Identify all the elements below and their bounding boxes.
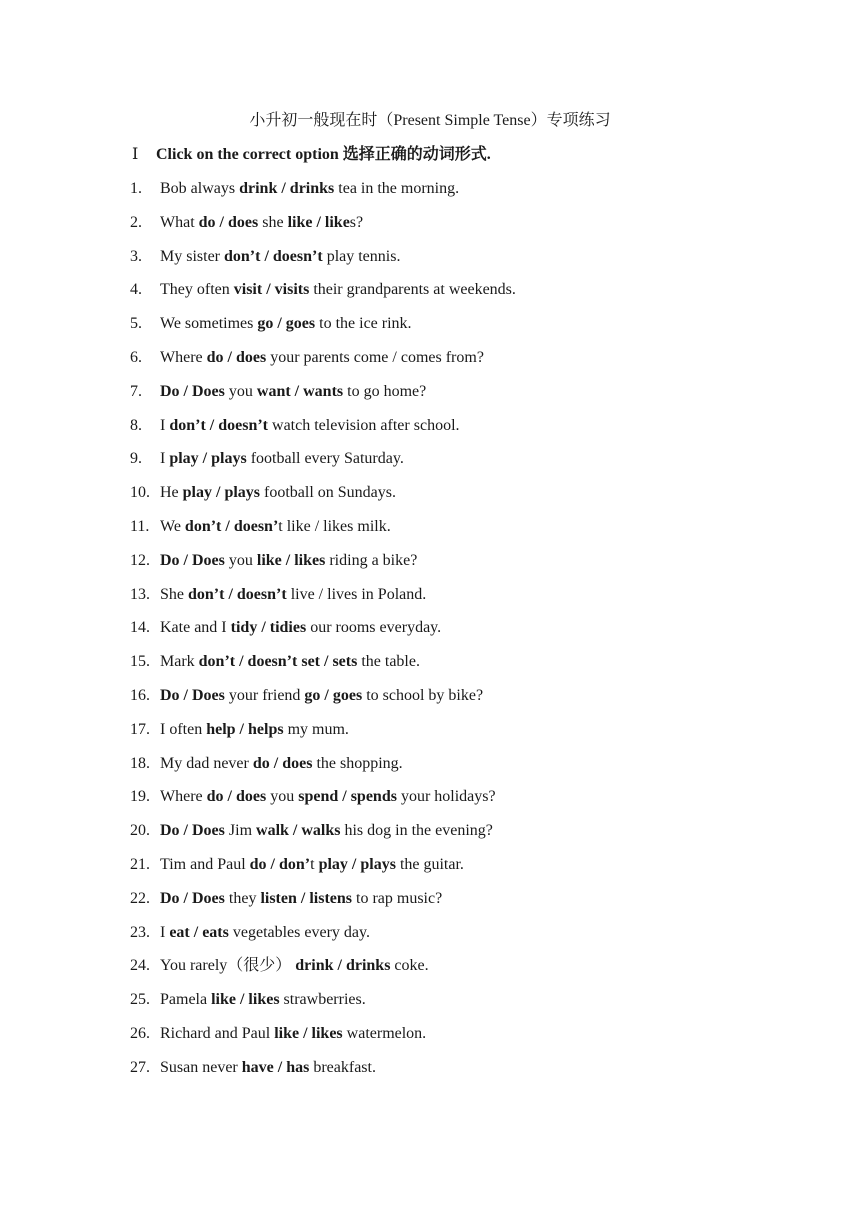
exercise-item bbox=[0, 987, 860, 1021]
sentence-text: football every Saturday. bbox=[246, 450, 404, 468]
item-sentence bbox=[160, 683, 483, 709]
verb-options[interactable]: do / does bbox=[252, 754, 313, 772]
item-number: 19. bbox=[130, 788, 150, 806]
sentence-text: you bbox=[266, 788, 299, 806]
verb-options[interactable]: Do / Does bbox=[160, 889, 225, 907]
exercise-item bbox=[0, 446, 860, 480]
exercise-item bbox=[0, 683, 860, 717]
verb-options[interactable]: want / wants bbox=[256, 382, 344, 400]
item-sentence bbox=[160, 1055, 376, 1081]
item-number: 23. bbox=[130, 923, 150, 941]
verb-options[interactable]: play / plays bbox=[182, 484, 261, 502]
sentence-text: You rarely（很少） bbox=[160, 957, 296, 975]
verb-options[interactable]: eat / eats bbox=[169, 923, 229, 941]
item-sentence bbox=[160, 852, 464, 878]
exercise-item bbox=[0, 379, 860, 413]
item-sentence bbox=[160, 244, 400, 270]
exercise-item bbox=[0, 818, 860, 852]
exercise-item bbox=[0, 244, 860, 278]
exercise-item bbox=[0, 345, 860, 379]
sentence-text: she bbox=[258, 213, 288, 231]
sentence-text: their grandparents at weekends. bbox=[309, 281, 516, 299]
exercise-item bbox=[0, 784, 860, 818]
sentence-text: Where bbox=[160, 788, 207, 806]
verb-options[interactable]: visit / visits bbox=[233, 281, 310, 299]
exercise-item bbox=[0, 480, 860, 514]
item-number: 26. bbox=[130, 1024, 150, 1042]
verb-options[interactable]: drink / drinks bbox=[239, 180, 335, 197]
item-number: 8. bbox=[130, 416, 142, 434]
exercise-item bbox=[0, 548, 860, 582]
verb-options[interactable]: don’t / doesn’t set / sets bbox=[198, 653, 358, 671]
section-numeral: Ⅰ bbox=[132, 146, 139, 163]
verb-options[interactable]: do / does bbox=[198, 213, 259, 231]
exercise-item bbox=[0, 514, 860, 548]
item-number: 10. bbox=[130, 484, 150, 502]
item-number: 27. bbox=[130, 1058, 150, 1076]
item-number: 6. bbox=[130, 348, 142, 366]
item-number: 25. bbox=[130, 991, 150, 1009]
item-sentence bbox=[160, 886, 442, 912]
exercise-item bbox=[0, 1021, 860, 1055]
verb-options[interactable]: Do / Does bbox=[160, 551, 225, 569]
sentence-text: play tennis. bbox=[322, 247, 401, 265]
item-sentence bbox=[160, 818, 493, 844]
sentence-text: the table. bbox=[357, 653, 420, 671]
verb-options[interactable]: like / like bbox=[287, 213, 350, 231]
exercise-item bbox=[0, 649, 860, 683]
verb-options[interactable]: do / does bbox=[206, 788, 267, 806]
sentence-text: She bbox=[160, 585, 188, 603]
item-sentence bbox=[160, 751, 403, 777]
item-sentence bbox=[160, 717, 349, 743]
exercise-item bbox=[0, 886, 860, 920]
sentence-text: Where bbox=[160, 348, 207, 366]
item-sentence bbox=[160, 649, 420, 675]
sentence-text: to school by bike? bbox=[362, 686, 484, 704]
sentence-text: We bbox=[160, 517, 185, 535]
verb-options[interactable]: spend / spends bbox=[298, 788, 397, 806]
verb-options[interactable]: don’t / doesn’t bbox=[188, 585, 287, 603]
sentence-text: strawberries. bbox=[279, 991, 366, 1009]
sentence-text: your holidays? bbox=[396, 788, 496, 806]
sentence-text: watermelon. bbox=[342, 1024, 427, 1042]
item-sentence bbox=[160, 953, 429, 979]
sentence-text: They often bbox=[160, 281, 234, 299]
sentence-text: the shopping. bbox=[312, 754, 403, 772]
exercise-item bbox=[0, 852, 860, 886]
item-sentence bbox=[160, 615, 441, 641]
verb-options[interactable]: play / plays bbox=[318, 855, 396, 873]
sentence-text: He bbox=[160, 484, 183, 502]
sentence-text: breakfast. bbox=[309, 1058, 376, 1076]
sentence-text: Pamela bbox=[160, 991, 212, 1009]
item-number: 2. bbox=[130, 213, 142, 231]
verb-options[interactable]: Do / Does bbox=[160, 822, 225, 840]
item-number: 4. bbox=[130, 281, 142, 299]
sentence-text: his dog in the evening? bbox=[340, 822, 493, 840]
item-number: 24. bbox=[130, 957, 150, 975]
sentence-text: you bbox=[224, 382, 257, 400]
exercise-item bbox=[0, 615, 860, 649]
sentence-text: football on Sundays. bbox=[260, 484, 397, 502]
sentence-text: tea in the morning. bbox=[334, 180, 460, 197]
exercise-item bbox=[0, 176, 860, 210]
item-number: 22. bbox=[130, 889, 150, 907]
sentence-text: Jim bbox=[224, 822, 257, 840]
sentence-text: they bbox=[224, 889, 261, 907]
exercise-list bbox=[0, 176, 860, 1089]
item-number: 12. bbox=[130, 551, 150, 569]
sentence-text: our rooms everyday. bbox=[306, 619, 442, 637]
sentence-text: to go home? bbox=[343, 382, 427, 400]
exercise-item bbox=[0, 210, 860, 244]
page-title: 小升初一般现在时（Present Simple Tense）专项练习 bbox=[249, 112, 611, 129]
item-sentence bbox=[160, 379, 426, 405]
item-sentence bbox=[160, 784, 496, 810]
item-sentence bbox=[160, 514, 391, 540]
exercise-item bbox=[0, 413, 860, 447]
item-sentence bbox=[160, 277, 516, 303]
item-sentence bbox=[160, 176, 459, 202]
item-sentence bbox=[160, 345, 484, 371]
sentence-text: you bbox=[224, 551, 257, 569]
sentence-text: Bob always bbox=[160, 180, 240, 197]
item-number: 7. bbox=[130, 382, 142, 400]
sentence-text: Richard and Paul bbox=[160, 1024, 275, 1042]
item-sentence bbox=[160, 987, 366, 1013]
verb-options[interactable]: like / likes bbox=[274, 1024, 343, 1042]
sentence-text: t bbox=[310, 855, 319, 873]
verb-options[interactable]: tidy / tidies bbox=[230, 619, 307, 637]
sentence-text: my mum. bbox=[283, 720, 349, 738]
exercise-item bbox=[0, 277, 860, 311]
verb-options[interactable]: Do / Does bbox=[160, 686, 225, 704]
section-instruction-cn: 选择正确的动词形式. bbox=[342, 146, 491, 163]
verb-options[interactable]: go / goes bbox=[304, 686, 363, 704]
item-number: 9. bbox=[130, 450, 142, 468]
sentence-text: the guitar. bbox=[395, 855, 464, 873]
sentence-text: Susan never bbox=[160, 1058, 242, 1076]
sentence-text: to rap music? bbox=[352, 889, 443, 907]
sentence-text: What bbox=[160, 213, 199, 231]
verb-options[interactable]: help / helps bbox=[206, 720, 284, 738]
verb-options[interactable]: Do / Does bbox=[160, 382, 225, 400]
sentence-text: We sometimes bbox=[160, 315, 258, 333]
item-number: 13. bbox=[130, 585, 150, 603]
sentence-text: riding a bike? bbox=[325, 551, 418, 569]
exercise-item bbox=[0, 751, 860, 785]
sentence-text: Mark bbox=[160, 653, 199, 671]
sentence-text: Kate and I bbox=[160, 619, 231, 637]
item-sentence bbox=[160, 311, 412, 337]
exercise-item bbox=[0, 953, 860, 987]
sentence-text: I often bbox=[160, 720, 207, 738]
section-instruction-en: Click on the correct option bbox=[156, 146, 339, 163]
sentence-text: I bbox=[160, 416, 170, 434]
verb-options[interactable]: drink / drinks bbox=[295, 957, 391, 975]
sentence-text: vegetables every day. bbox=[228, 923, 370, 941]
exercise-item bbox=[0, 717, 860, 751]
verb-options[interactable]: listen / listens bbox=[260, 889, 352, 907]
item-sentence bbox=[160, 1021, 426, 1047]
item-number: 16. bbox=[130, 686, 150, 704]
item-sentence bbox=[160, 210, 363, 236]
verb-options[interactable]: like / likes bbox=[211, 991, 280, 1009]
item-sentence bbox=[160, 446, 404, 472]
item-number: 5. bbox=[130, 315, 142, 333]
verb-options[interactable]: like / likes bbox=[256, 551, 326, 569]
sentence-text: t like / likes milk. bbox=[278, 517, 391, 535]
exercise-item bbox=[0, 311, 860, 345]
sentence-text: I bbox=[160, 923, 170, 941]
verb-options[interactable]: don’t / doesn’t bbox=[169, 416, 269, 434]
verb-options[interactable]: play / plays bbox=[169, 450, 247, 468]
exercise-item bbox=[0, 1055, 860, 1089]
sentence-text: s? bbox=[349, 213, 364, 231]
exercise-item bbox=[0, 582, 860, 616]
sentence-text: coke. bbox=[390, 957, 429, 975]
sentence-text: your friend bbox=[224, 686, 305, 704]
sentence-text: I bbox=[160, 450, 170, 468]
sentence-text: watch television after school. bbox=[268, 416, 460, 434]
exercise-item bbox=[0, 920, 860, 954]
sentence-text: live / lives in Poland. bbox=[286, 585, 427, 603]
verb-options[interactable]: go / goes bbox=[257, 315, 316, 333]
item-sentence bbox=[160, 920, 370, 946]
section-heading bbox=[132, 142, 491, 168]
item-number: 11. bbox=[130, 517, 150, 535]
item-sentence bbox=[160, 582, 426, 608]
verb-options[interactable]: do / don’ bbox=[249, 855, 311, 873]
item-sentence bbox=[160, 413, 460, 439]
verb-options[interactable]: have / has bbox=[241, 1058, 310, 1076]
item-number: 14. bbox=[130, 619, 150, 637]
sentence-text: to the ice rink. bbox=[315, 315, 412, 333]
sentence-text: My dad never bbox=[160, 754, 253, 772]
item-sentence bbox=[160, 548, 417, 574]
item-number: 1. bbox=[130, 180, 142, 197]
sentence-text: your parents come / comes from? bbox=[266, 348, 484, 366]
item-sentence bbox=[160, 480, 396, 506]
verb-options[interactable]: don’t / doesn’ bbox=[184, 517, 279, 535]
item-number: 21. bbox=[130, 855, 150, 873]
item-number: 17. bbox=[130, 720, 150, 738]
sentence-text: Tim and Paul bbox=[160, 855, 250, 873]
item-number: 18. bbox=[130, 754, 150, 772]
verb-options[interactable]: do / does bbox=[206, 348, 267, 366]
verb-options[interactable]: don’t / doesn’t bbox=[224, 247, 323, 265]
sentence-text: My sister bbox=[160, 247, 224, 265]
verb-options[interactable]: walk / walks bbox=[256, 822, 341, 840]
item-number: 3. bbox=[130, 247, 142, 265]
item-number: 20. bbox=[130, 822, 150, 840]
item-number: 15. bbox=[130, 653, 150, 671]
